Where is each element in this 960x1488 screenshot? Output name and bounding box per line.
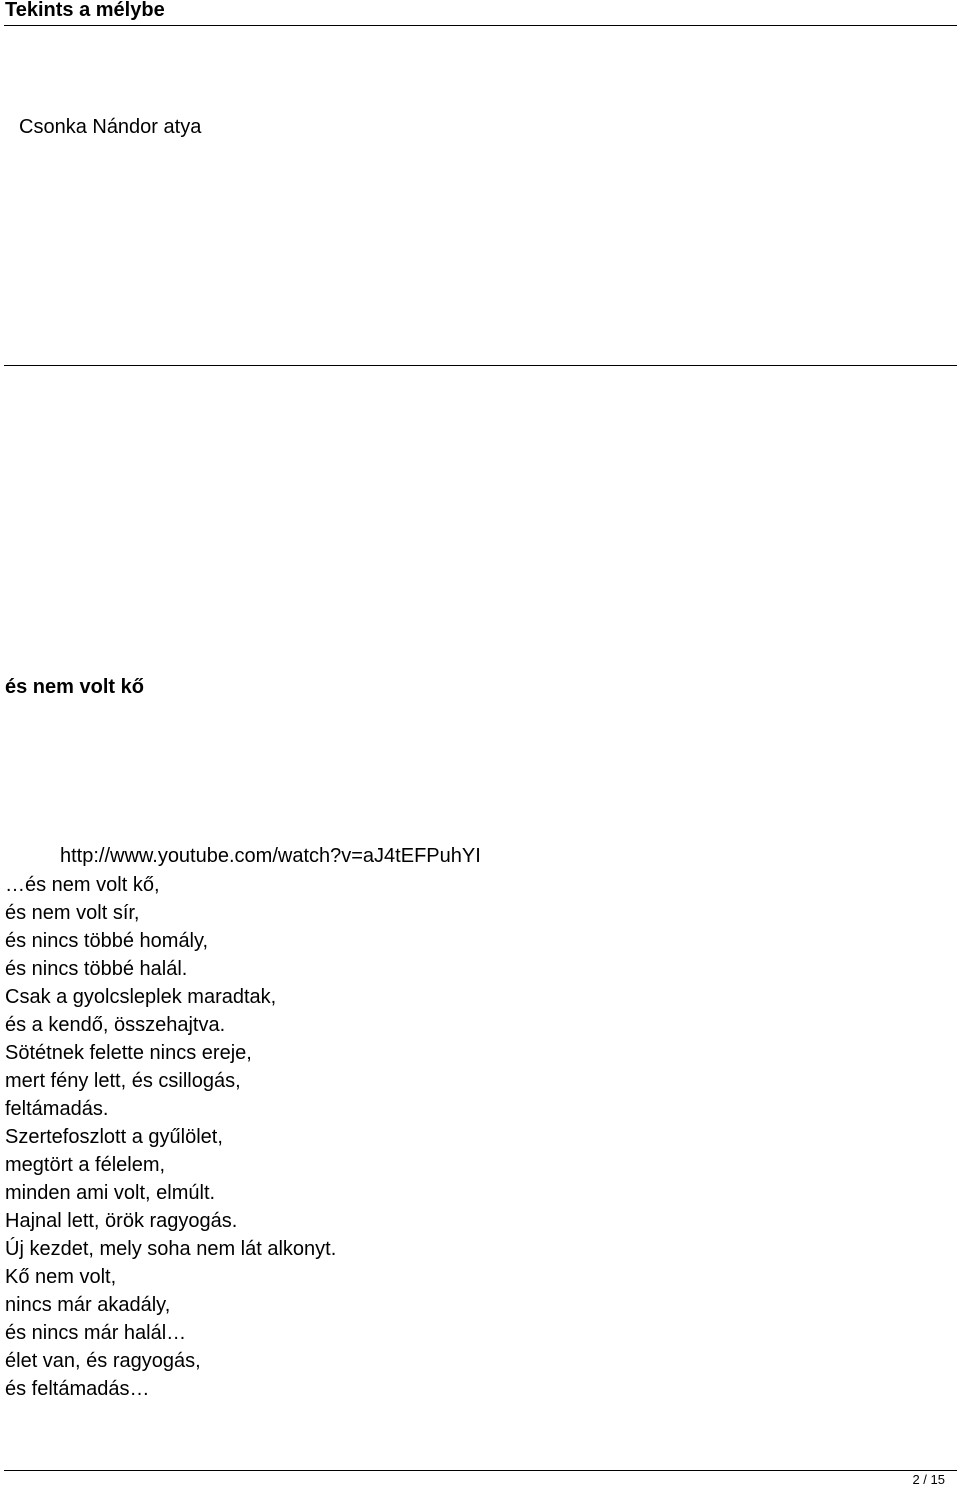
poem-line: és a kendő, összehajtva. [5, 1014, 226, 1036]
poem-line: Sötétnek felette nincs ereje, [5, 1042, 252, 1064]
poem-line: minden ami volt, elmúlt. [5, 1182, 216, 1204]
video-link[interactable]: http://www.youtube.com/watch?v=aJ4tEFPuhYI [60, 845, 481, 867]
header-divider [4, 25, 957, 26]
poem-line: megtört a félelem, [5, 1154, 166, 1176]
poem-line: Új kezdet, mely soha nem lát alkonyt. [5, 1238, 337, 1260]
poem-line: és nincs többé homály, [5, 930, 209, 952]
footer-divider [4, 1470, 957, 1471]
poem-line: Szertefoszlott a gyűlölet, [5, 1126, 223, 1148]
section-heading: és nem volt kő [5, 676, 144, 698]
poem-line: és nincs többé halál. [5, 958, 188, 980]
poem-line: Csak a gyolcsleplek maradtak, [5, 986, 277, 1008]
author-name: Csonka Nándor atya [19, 116, 202, 138]
page-number: 2 / 15 [912, 1472, 945, 1487]
content-divider [4, 365, 957, 366]
poem-text [5, 871, 336, 1403]
poem-line: …és nem volt kő, [5, 874, 160, 896]
poem-line: feltámadás. [5, 1098, 109, 1120]
page-title: Tekints a mélybe [5, 0, 165, 21]
poem-line: mert fény lett, és csillogás, [5, 1070, 241, 1092]
poem-line: és nincs már halál… [5, 1322, 187, 1344]
poem-line: élet van, és ragyogás, [5, 1350, 201, 1372]
poem-line: és nem volt sír, [5, 902, 140, 924]
poem-line: Kő nem volt, [5, 1266, 117, 1288]
poem-line: Hajnal lett, örök ragyogás. [5, 1210, 238, 1232]
poem-line: és feltámadás… [5, 1378, 150, 1400]
poem-line: nincs már akadály, [5, 1294, 171, 1316]
